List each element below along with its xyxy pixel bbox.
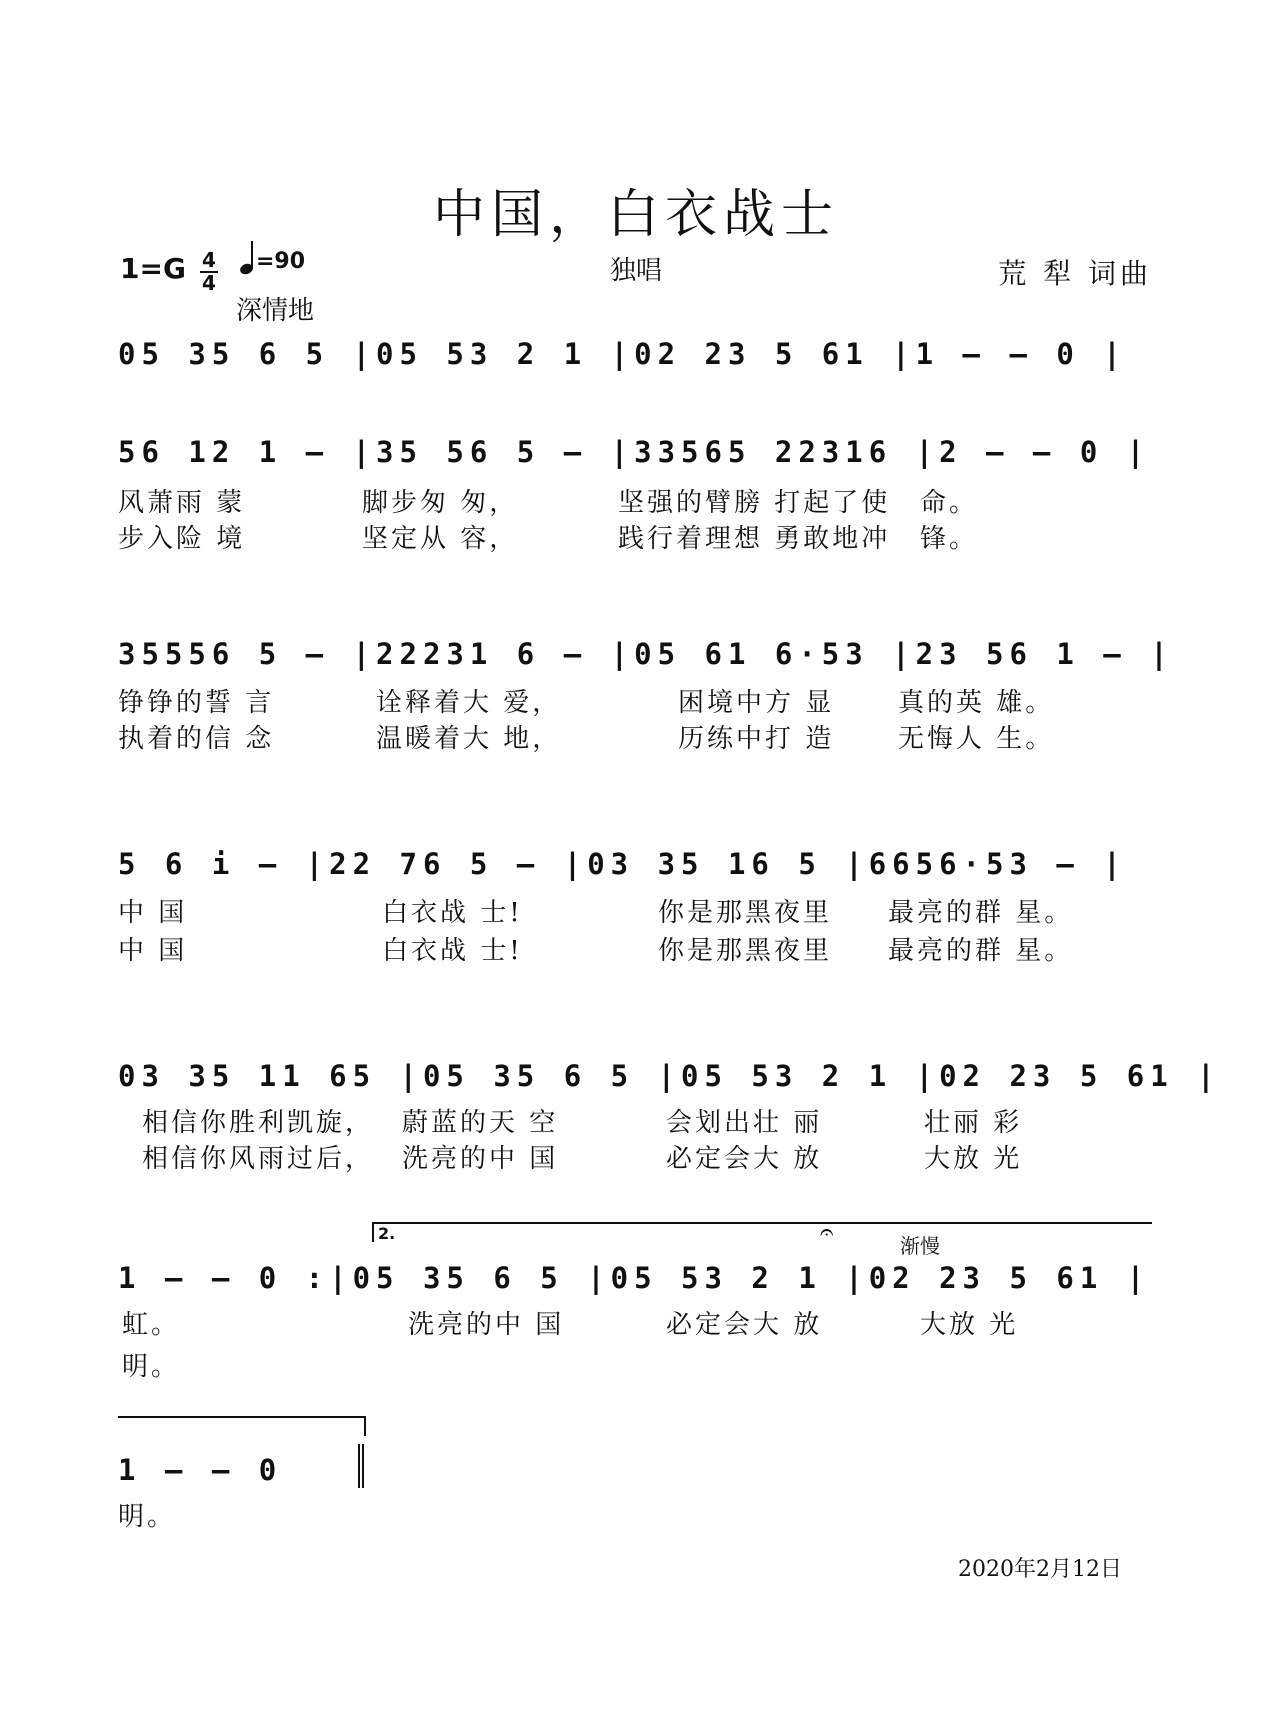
lyric-verse-1: 壮丽 彩 — [924, 1108, 1023, 1138]
lyric-verse-2: 明。 — [122, 1352, 181, 1382]
time-bottom: 4 — [202, 271, 216, 295]
staff-row-1 — [118, 328, 1152, 380]
staff-row-6 — [118, 1252, 1152, 1304]
volta-label: 2. — [378, 1224, 396, 1243]
notation-line: 1 – – 0 — [118, 1453, 283, 1487]
lyric-verse-2: 执着的信 念 — [118, 724, 275, 754]
lyric-verse-2: 践行着理想 勇敢地冲 — [618, 524, 891, 554]
staff-row-7 — [118, 1444, 378, 1496]
lyric-verse-2: 你是那黑夜里 — [658, 936, 833, 966]
lyric-verse-2: 温暖着大 地， — [376, 724, 562, 754]
time-top: 4 — [202, 248, 216, 272]
lyric-verse-2: 无悔人 生。 — [898, 724, 1055, 754]
notation-line: 35556 5 – |22231 6 – |05 61 6·53 |23 56 1 – | — [118, 637, 1174, 671]
lyric-verse-1: 中 国 — [118, 898, 188, 928]
lyric-verse-1: 蔚蓝的天 空 — [402, 1108, 559, 1138]
volta-bracket — [372, 1222, 1152, 1242]
lyric-verse-1: 困境中方 显 — [678, 688, 835, 718]
tempo-change: 渐慢 — [900, 1234, 940, 1258]
lyric-verse-1: 必定会大 放 — [666, 1310, 823, 1340]
lyric-verse-2: 步入险 境 — [118, 524, 246, 554]
key-signature: 1=G — [120, 252, 186, 285]
lyric-verse-2: 相信你风雨过后， — [142, 1144, 375, 1174]
lyric-verse-1: 相信你胜利凯旋， — [142, 1108, 375, 1138]
lyric-verse-1: 铮铮的誓 言 — [118, 688, 275, 718]
ending-bracket — [118, 1416, 366, 1436]
tempo-value: =90 — [256, 249, 306, 274]
lyric-verse-2: 中 国 — [118, 936, 188, 966]
page-title: 中国，白衣战士 — [432, 185, 839, 245]
lyric-verse-1: 虹。 — [122, 1310, 181, 1340]
notation-line: 03 35 11 65 |05 35 6 5 |05 53 2 1 |02 23 5 61 | — [118, 1059, 1221, 1093]
staff-row-2 — [118, 426, 1152, 478]
lyric-verse-1: 会划出壮 丽 — [666, 1108, 823, 1138]
lyric-verse-2: 洗亮的中 国 — [402, 1144, 559, 1174]
notation-line: 05 35 6 5 |05 53 2 1 |02 23 5 61 |1 – – 0 | — [118, 337, 1127, 371]
notation-line: 1 – – 0 :|05 35 6 5 |05 53 2 1 |02 23 5 61 | — [118, 1261, 1151, 1295]
lyric-verse-1: 你是那黑夜里 — [658, 898, 833, 928]
lyric-verse-2: 最亮的群 星。 — [888, 936, 1074, 966]
lyric-verse-1: 大放 光 — [920, 1310, 1019, 1340]
lyric-verse-1: 明。 — [118, 1502, 177, 1532]
lyric-verse-1: 真的英 雄。 — [898, 688, 1055, 718]
expression-marking: 深情地 — [236, 296, 315, 326]
lyric-verse-2: 锋。 — [920, 524, 979, 554]
notation-line: 56 12 1 – |35 56 5 – |33565 22316 |2 – – 0 | — [118, 435, 1151, 469]
lyric-verse-2: 历练中打 造 — [678, 724, 835, 754]
notation-line: 5 6 i – |22 76 5 – |03 35 16 5 |6656·53 – | — [118, 847, 1127, 881]
lyric-verse-2: 坚定从 容， — [362, 524, 519, 554]
composer-credit: 荒 犁 词曲 — [998, 257, 1152, 290]
lyric-verse-2: 大放 光 — [924, 1144, 1023, 1174]
lyric-verse-1: 白衣战 士! — [382, 898, 523, 928]
fermata-icon: 𝄐 — [820, 1218, 834, 1246]
staff-row-4 — [118, 838, 1152, 890]
lyric-verse-1: 风萧雨 蒙 — [118, 488, 246, 518]
lyric-verse-2: 必定会大 放 — [666, 1144, 823, 1174]
lyric-verse-1: 洗亮的中 国 — [408, 1310, 565, 1340]
lyric-verse-1: 脚步匆 匆， — [362, 488, 519, 518]
staff-row-5 — [118, 1050, 1221, 1102]
lyric-verse-1: 诠释着大 爱， — [376, 688, 562, 718]
performance-type: 独唱 — [609, 256, 662, 286]
lyric-verse-1: 坚强的臂膀 打起了使 — [618, 488, 891, 518]
final-barline — [358, 1444, 364, 1488]
date: 2020年2月12日 — [958, 1557, 1122, 1582]
staff-row-3 — [118, 628, 1174, 680]
lyric-verse-1: 最亮的群 星。 — [888, 898, 1074, 928]
lyric-verse-1: 命。 — [920, 488, 979, 518]
lyric-verse-2: 白衣战 士! — [382, 936, 523, 966]
